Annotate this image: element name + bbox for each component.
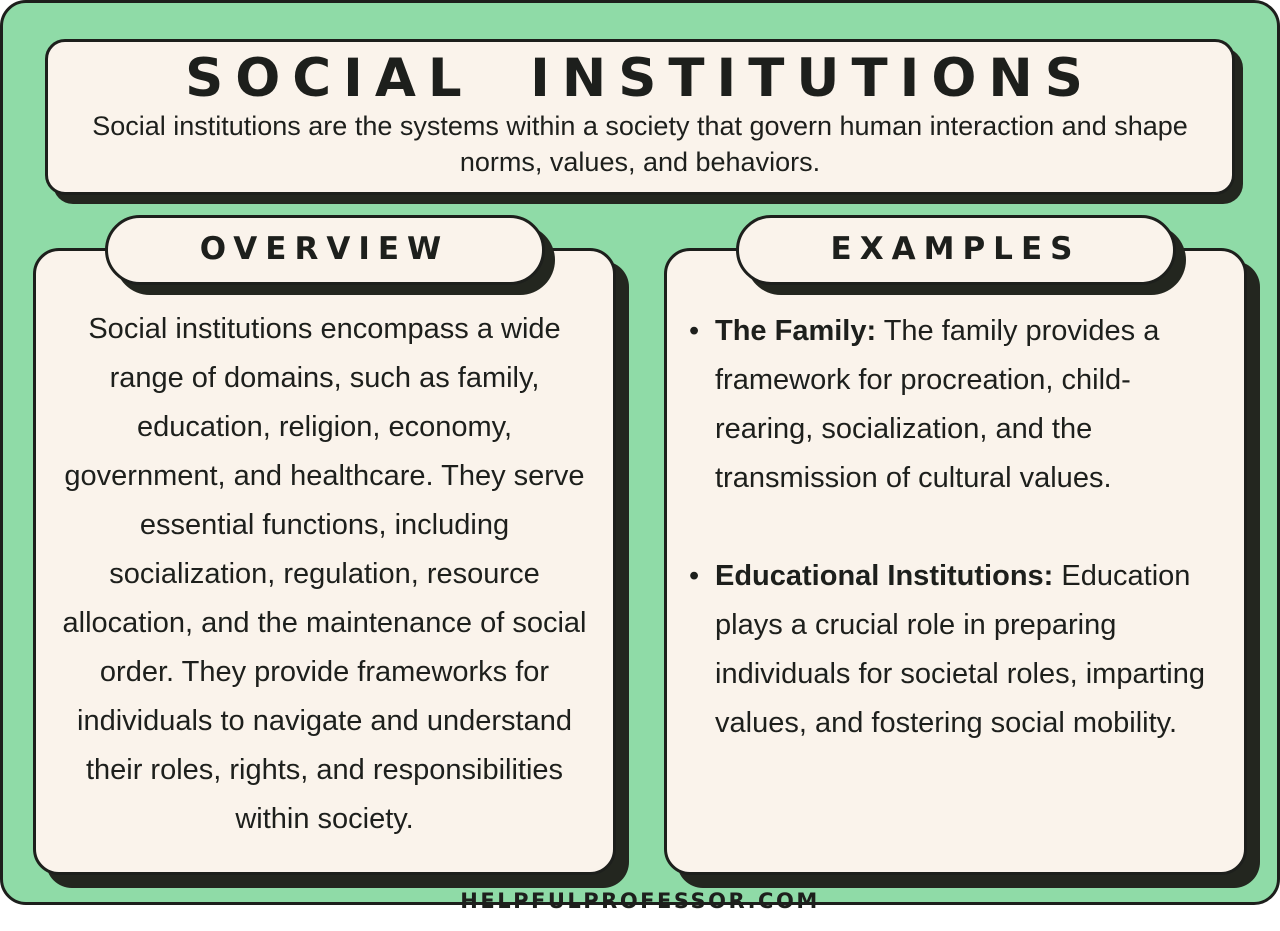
footer [3, 875, 1277, 931]
list-item-family [687, 307, 1220, 503]
example-description: The family provides a framework for procreation, child-rearing, socialization, and the transmission of cultural values. [715, 314, 1160, 494]
list-item-education [687, 552, 1220, 748]
header-card [45, 39, 1235, 195]
content-columns [3, 215, 1277, 874]
bullet-icon: • [689, 314, 700, 347]
examples-heading-label: EXAMPLES [830, 231, 1081, 268]
examples-heading-pill [736, 215, 1176, 284]
overview-section [33, 215, 616, 874]
site-name: HELPFULPROFESSOR.COM [460, 888, 820, 913]
overview-heading-pill [105, 215, 545, 284]
page-subtitle: Social institutions are the systems within a society that govern human interaction and shape norms, values, and behaviors. [92, 111, 1188, 177]
examples-section [664, 215, 1247, 874]
example-text-family [715, 307, 1220, 503]
bullet-icon: • [689, 559, 700, 592]
page-title: SOCIAL INSTITUTIONS [185, 48, 1095, 109]
example-text-education [715, 552, 1220, 748]
example-description: Education plays a crucial role in preparing individuals for societal roles, imparting values, and fostering social mobility. [715, 559, 1205, 739]
example-term: The Family: [715, 314, 877, 347]
overview-heading-label: OVERVIEW [199, 231, 450, 268]
overview-pill-wrap [33, 215, 616, 284]
examples-card [664, 248, 1247, 875]
examples-pill-wrap [664, 215, 1247, 284]
overview-body-text: Social institutions encompass a wide range of domains, such as family, education, religion, economy, government, and healthcare. They serve essential functions, including socialization, regulation, resource allocation, and the maintenance of social order. They provide frameworks for individuals to navigate and understand their roles, rights, and responsibilities within society. [62, 312, 587, 835]
overview-card [33, 248, 616, 875]
example-term: Educational Institutions: [715, 559, 1054, 592]
